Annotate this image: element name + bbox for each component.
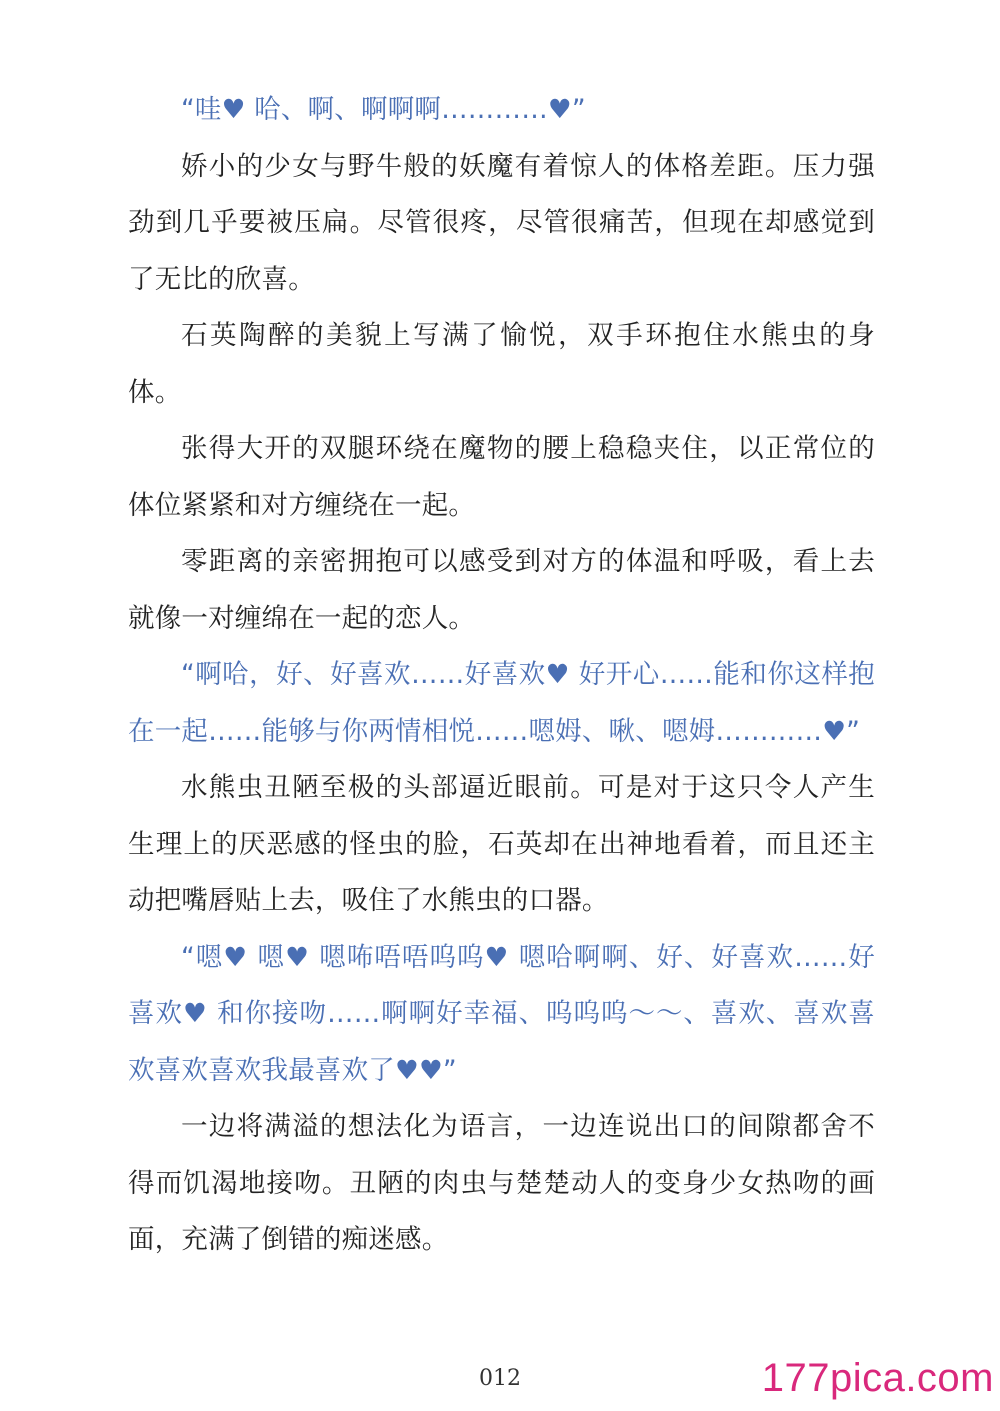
page-number: 012 [479, 1366, 521, 1391]
narration-paragraph: 一边将满溢的想法化为语言，一边连说出口的间隙都舍不得而饥渴地接吻。丑陋的肉虫与楚楚动人的变身少女热吻的画面，充满了倒错的痴迷感。 [128, 1111, 875, 1255]
narration-paragraph: 水熊虫丑陋至极的头部逼近眼前。可是对于这只令人产生生理上的厌恶感的怪虫的脸，石英却在出神地看着，而且还主动把嘴唇贴上去，吸住了水熊虫的口器。 [128, 772, 875, 916]
narration-paragraph: 娇小的少女与野牛般的妖魔有着惊人的体格差距。压力强劲到几乎要被压扁。尽管很疼，尽管很痛苦，但现在却感觉到了无比的欣喜。 [128, 150, 875, 295]
dialogue-paragraph: “嗯♥ 嗯♥ 嗯咘唔唔呜呜♥ 嗯哈啊啊、好、好喜欢……好喜欢♥ 和你接吻……啊啊好幸福、呜呜呜～～、喜欢、喜欢喜欢喜欢喜欢我最喜欢了♥♥” [128, 941, 875, 1086]
narration-paragraph: 石英陶醉的美貌上写满了愉悦，双手环抱住水熊虫的身体。 [128, 320, 875, 408]
narration-paragraph: 张得大开的双腿环绕在魔物的腰上稳稳夹住，以正常位的体位紧紧和对方缠绕在一起。 [128, 433, 875, 521]
site-watermark: 177pica.com [761, 1356, 994, 1400]
page-body [128, 82, 875, 1269]
dialogue-paragraph: “啊哈，好、好喜欢……好喜欢♥ 好开心……能和你这样抱在一起……能够与你两情相悦……嗯姆、啾、嗯姆…………♥” [128, 659, 875, 747]
narration-paragraph: 零距离的亲密拥抱可以感受到对方的体温和呼吸，看上去就像一对缠绵在一起的恋人。 [128, 546, 875, 634]
dialogue-paragraph: “哇♥ 哈、啊、啊啊啊…………♥” [181, 94, 586, 125]
